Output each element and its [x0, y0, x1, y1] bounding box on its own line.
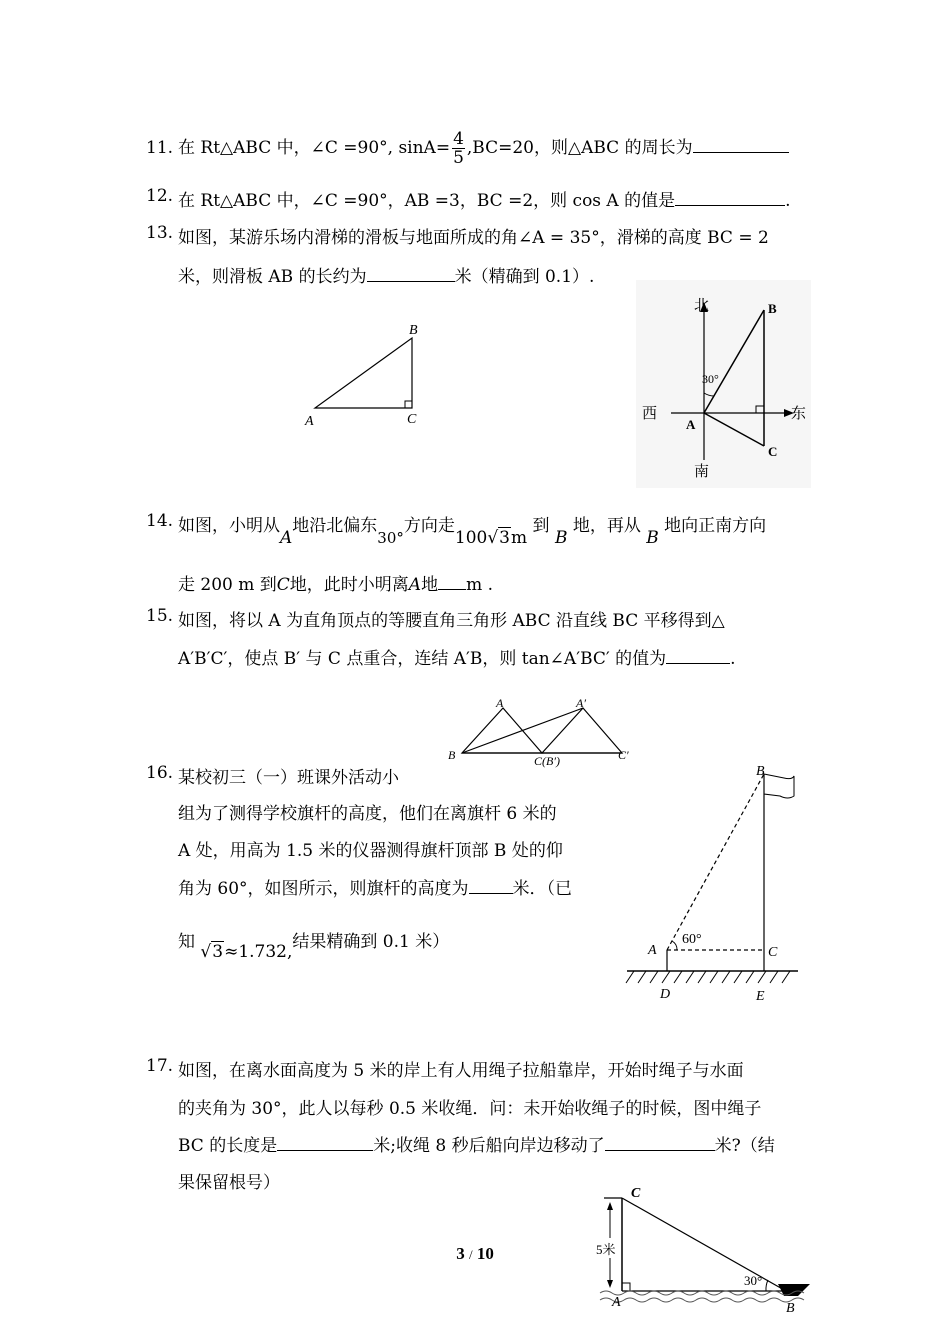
- fig16-label-d: D: [660, 987, 671, 1002]
- fig14-label-b: B: [768, 301, 777, 316]
- fig14-angle: 30°: [702, 372, 719, 386]
- fig15-label-b: B: [448, 748, 456, 762]
- page-number: 3 / 10: [456, 1244, 494, 1263]
- q13-number: 13.: [146, 223, 174, 243]
- figure-14-compass: [636, 280, 811, 488]
- figure-16-flagpole: [622, 758, 807, 1008]
- fig15-label-a-prime: A′: [576, 696, 586, 710]
- q13-line1: 如图，某游乐场内滑梯的滑板与地面所成的角∠A = 35°，滑梯的高度 BC = 2: [178, 228, 769, 248]
- fig17-angle: 30°: [744, 1273, 763, 1288]
- fig14-label-a: A: [686, 417, 696, 432]
- fig15-label-a: A: [496, 696, 504, 710]
- fig14-north: 北: [694, 298, 710, 314]
- fig14-label-c: C: [768, 444, 778, 459]
- q17-line4: 果保留根号）: [178, 1173, 280, 1193]
- figure-15-triangles: [440, 693, 640, 773]
- q17-answer-blank-2[interactable]: [605, 1134, 715, 1151]
- q13-answer-blank[interactable]: [367, 265, 455, 282]
- fig14-east: 东: [791, 406, 807, 422]
- q12-text: 在 Rt△ABC 中，∠C =90°，AB =3，BC =2，则 cos A 的值是 .: [178, 191, 791, 211]
- fig16-label-e: E: [756, 989, 765, 1004]
- q16-line3: A 处，用高为 1.5 米的仪器测得旗杆顶部 B 处的仰: [178, 841, 563, 861]
- q15-line2: A′B′C′，使点 B′ 与 C 点重合，连结 A′B，则 tan∠A′BC′ 的值为 .: [178, 649, 736, 669]
- fig17-height: 5米: [596, 1242, 616, 1257]
- q14-answer-blank[interactable]: [438, 573, 466, 590]
- q16-line2: 组为了测得学校旗杆的高度，他们在离旗杆 6 米的: [178, 804, 557, 824]
- fig16-label-c: C: [768, 945, 778, 960]
- q16-line4: 角为 60°，如图所示，则旗杆的高度为 米．（已: [178, 879, 573, 899]
- q12-answer-blank[interactable]: [675, 189, 785, 206]
- q17-line2: 的夹角为 30°，此人以每秒 0.5 米收绳．问：未开始收绳子的时候，图中绳子: [178, 1099, 762, 1119]
- q11-answer-blank[interactable]: [693, 136, 789, 153]
- q16-line5: 知 √3≈1.732,结果精确到 0.1 米）: [178, 932, 450, 962]
- q16-number: 16.: [146, 763, 174, 783]
- fig17-label-b: B: [786, 1301, 795, 1316]
- q17-line3: BC 的长度是 米;收绳 8 秒后船向岸边移动了 米?（结: [178, 1136, 775, 1156]
- q16-line1: 某校初三（一）班课外活动小: [178, 768, 399, 788]
- q16-answer-blank[interactable]: [469, 877, 513, 894]
- q11-text: 在 Rt△ABC 中，∠C =90°, sinA= $\frac{4}{5}$ ,BC=20，则△ABC 的周长为: [178, 126, 789, 170]
- fig16-label-b: B: [756, 764, 765, 779]
- fig13-label-a: A: [305, 414, 314, 429]
- q15-number: 15.: [146, 606, 174, 626]
- fig14-west: 西: [642, 406, 658, 422]
- q15-line1: 如图，将以 A 为直角顶点的等腰直角三角形 ABC 沿直线 BC 平移得到△: [178, 611, 725, 631]
- q14-line1: 如图，小明从A地沿北偏东30°方向走100√3m 到 B 地，再从 B 地向正南方向: [178, 516, 767, 548]
- q17-line1: 如图，在离水面高度为 5 米的岸上有人用绳子拉船靠岸，开始时绳子与水面: [178, 1061, 744, 1081]
- q14-number: 14.: [146, 511, 174, 531]
- fig13-label-c: C: [407, 412, 417, 427]
- q15-answer-blank[interactable]: [666, 647, 730, 664]
- q17-number: 17.: [146, 1056, 174, 1076]
- figure-13-triangle: [295, 320, 435, 430]
- fig15-label-c-b-prime: C(B′): [534, 754, 560, 768]
- q12-number: 12.: [146, 186, 174, 206]
- fig17-label-a: A: [612, 1295, 621, 1310]
- q17-answer-blank-1[interactable]: [277, 1134, 373, 1151]
- fig13-label-b: B: [409, 323, 418, 338]
- fig16-label-a: A: [648, 943, 657, 958]
- q14-line2: 走 200 m 到C地，此时小明离A地 m .: [178, 575, 494, 595]
- fig14-south: 南: [694, 464, 710, 480]
- q13-line2: 米，则滑板 AB 的长约为 米（精确到 0.1）.: [178, 267, 595, 287]
- fig17-label-c: C: [631, 1186, 641, 1201]
- fig16-angle: 60°: [682, 932, 702, 947]
- fig15-label-c-prime: C′: [618, 748, 629, 762]
- q11-number: 11.: [146, 138, 174, 158]
- q11-fraction: $\frac{4}{5}$: [453, 129, 464, 168]
